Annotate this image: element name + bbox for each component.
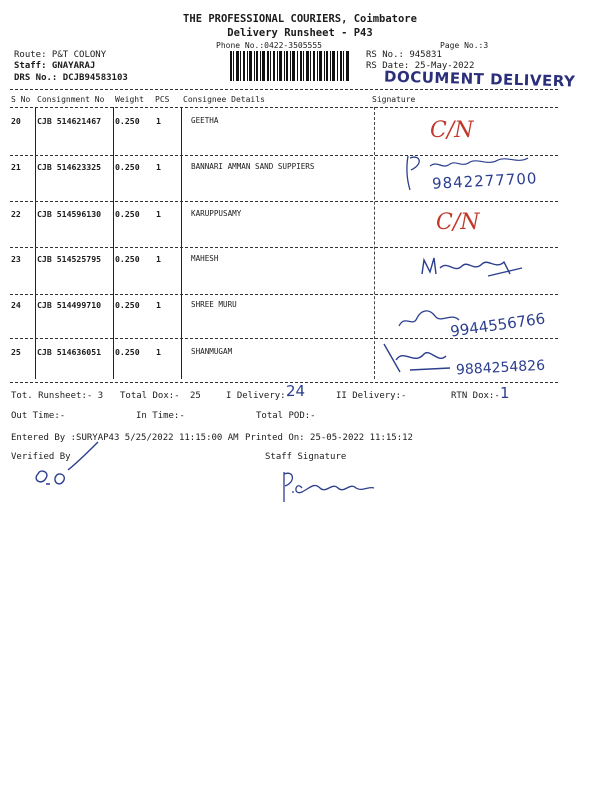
row25-handwritten-phone: 9884254826 [455,357,546,379]
row-consignee: GEETHA [191,116,219,125]
signature-row25-image [380,340,460,380]
col-sno: S No [11,95,31,104]
row-consignment: CJB 514621467 [37,116,102,126]
verified-by-signature-image [28,438,108,498]
row-consignee: SHREE MURU [191,300,237,309]
verified-by-label: Verified By [11,452,71,462]
divider [10,247,558,248]
row-consignee: KARUPPUSAMY [191,209,242,218]
phone-number: Phone No.:0422-3505555 [216,41,322,50]
total-runsheet: Tot. Runsheet:- 3 [11,391,104,401]
company-name: THE PROFESSIONAL COURIERS, Coimbatore [183,13,417,25]
row-sno: 25 [11,347,21,357]
row-sno: 20 [11,116,21,126]
divider [10,201,558,202]
row-consignment: CJB 514636051 [37,347,102,357]
document-delivery-stamp: DOCUMENT DELIVERY [383,67,576,91]
col-consignee: Consignee Details [183,95,265,104]
row-weight: 0.250 [115,209,140,219]
divider [10,338,558,339]
staff-label: Staff: GNAYARAJ [14,61,96,71]
rs-date: RS Date: 25-May-2022 [366,61,475,71]
document-title: Delivery Runsheet - P43 [227,27,373,39]
barcode [230,51,350,81]
row-consignee: BANNARI AMMAN SAND SUPPIERS [191,162,315,171]
total-dox-label: Total Dox:- [120,391,180,401]
out-time: Out Time:- [11,411,66,421]
row22-handwritten-cn: C/N [436,210,480,235]
printed-on: Printed On: 25-05-2022 11:15:12 [245,433,413,443]
staff-signature-image [278,468,378,508]
divider [10,89,558,90]
divider [10,107,558,108]
i-delivery-label: I Delivery:- [226,391,292,401]
row-consignee: MAHESH [191,254,219,263]
row-pcs: 1 [156,347,161,357]
row-pcs: 1 [156,116,161,126]
col-consignment: Consignment No [37,95,105,104]
row-weight: 0.250 [115,347,140,357]
signature-row23-image [418,250,528,286]
row-sno: 21 [11,162,21,172]
page-number: Page No.:3 [440,41,489,50]
row-sno: 23 [11,254,21,264]
row-consignment: CJB 514596130 [37,209,102,219]
total-pod: Total POD:- [256,411,316,421]
row24-handwritten-phone: 9944556766 [449,309,547,341]
row20-handwritten-cn: C/N [430,118,474,143]
row-weight: 0.250 [115,162,140,172]
col-signature: Signature [372,95,416,104]
row-weight: 0.250 [115,254,140,264]
entered-by: Entered By :SURYAP43 5/25/2022 11:15:00 AM [11,433,239,443]
ii-delivery-label: II Delivery:- [336,391,407,401]
row-pcs: 1 [156,300,161,310]
row-consignment: CJB 514623325 [37,162,102,172]
row-weight: 0.250 [115,116,140,126]
row-pcs: 1 [156,209,161,219]
rs-number: RS No.: 945831 [366,50,442,60]
divider [10,382,558,383]
row-consignment: CJB 514525795 [37,254,102,264]
route-label: Route: P&T COLONY [14,50,107,60]
staff-signature-label: Staff Signature [265,452,347,462]
drs-number: DRS No.: DCJB94583103 [14,73,128,83]
divider [10,294,558,295]
row-pcs: 1 [156,254,161,264]
row-consignment: CJB 514499710 [37,300,102,310]
col-weight: Weight [115,95,144,104]
row-weight: 0.250 [115,300,140,310]
row-sno: 24 [11,300,21,310]
col-pcs: PCS [155,95,170,104]
i-delivery-handwritten: 24 [286,382,306,400]
in-time: In Time:- [136,411,185,421]
total-dox-value: 25 [190,391,201,401]
rtn-dox-handwritten: 1 [500,384,510,402]
row-sno: 22 [11,209,21,219]
rtn-dox-label: RTN Dox:- [451,391,500,401]
row21-handwritten-phone: 9842277700 [431,169,538,193]
row-pcs: 1 [156,162,161,172]
row-consignee: SHANMUGAM [191,347,233,356]
